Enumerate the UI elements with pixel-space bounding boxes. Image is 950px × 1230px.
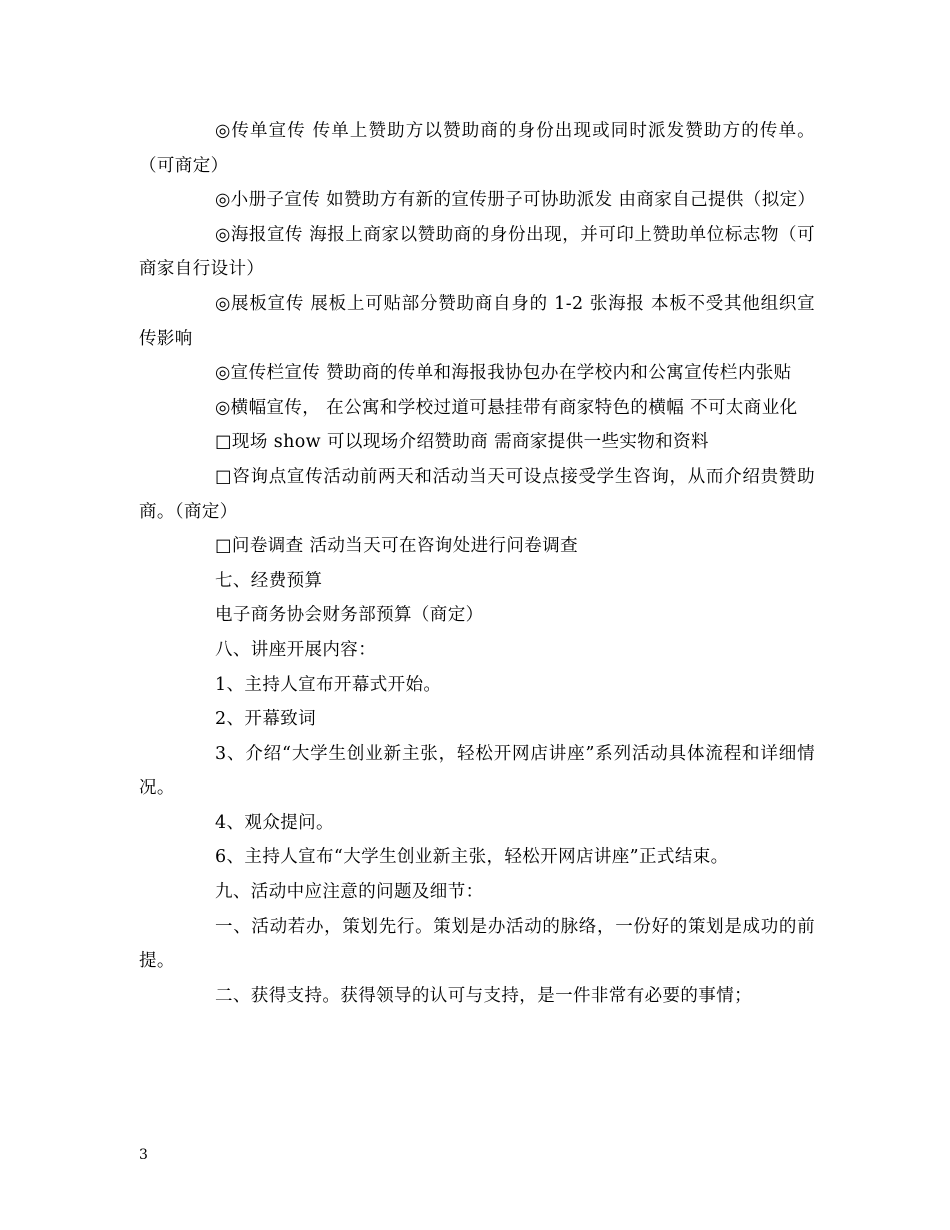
list-item-audience-questions: 4、观众提问。 — [215, 812, 334, 833]
paragraph-consultation-point: □咨询点宣传活动前两天和活动当天可设点接受学生咨询，从而介绍贵赞助商。（商定） — [139, 466, 815, 522]
paragraph-bulletin-board-promotion: ◎宣传栏宣传 赞助商的传单和海报我协包办在学校内和公寓宣传栏内张贴 — [215, 363, 792, 384]
list-item-closing-announcement: 6、主持人宣布“大学生创业新主张，轻松开网店讲座”正式结束。 — [215, 847, 729, 868]
list-item-opening-speech: 2、开幕致词 — [215, 709, 317, 730]
section-heading-notes: 九、活动中应注意的问题及细节： — [215, 882, 484, 903]
paragraph-display-board-promotion: ◎展板宣传 展板上可贴部分赞助商自身的 1-2 张海报 本板不受其他组织宣传影响 — [139, 293, 815, 349]
document-body — [139, 114, 815, 1013]
section-heading-lecture-content: 八、讲座开展内容： — [215, 639, 377, 660]
paragraph-planning-first: 一、活动若办，策划先行。策划是办活动的脉络，一份好的策划是成功的前提。 — [139, 916, 815, 972]
paragraph-flyer-promotion: ◎传单宣传 传单上赞助方以赞助商的身份出现或同时派发赞助方的传单。（可商定） — [139, 121, 815, 176]
section-heading-budget: 七、经费预算 — [215, 570, 323, 591]
paragraph-banner-promotion: ◎横幅宣传， 在公寓和学校过道可悬挂带有商家特色的横幅 不可太商业化 — [215, 397, 798, 418]
paragraph-budget-detail: 电子商务协会财务部预算（商定） — [215, 605, 484, 626]
page-number: 3 — [139, 1147, 148, 1163]
paragraph-get-support: 二、获得支持。获得领导的认可与支持，是一件非常有必要的事情； — [215, 985, 752, 1006]
paragraph-poster-promotion: ◎海报宣传 海报上商家以赞助商的身份出现，并可印上赞助单位标志物（可商家自行设计） — [139, 224, 815, 280]
list-item-introduction: 3、介绍“大学生创业新主张，轻松开网店讲座”系列活动具体流程和详细情况。 — [139, 743, 815, 799]
paragraph-questionnaire: □问卷调查 活动当天可在咨询处进行问卷调查 — [215, 536, 578, 557]
list-item-opening-announcement: 1、主持人宣布开幕式开始。 — [215, 674, 442, 695]
paragraph-live-show: □现场 show 可以现场介绍赞助商 需商家提供一些实物和资料 — [215, 432, 709, 453]
paragraph-booklet-promotion: ◎小册子宣传 如赞助方有新的宣传册子可协助派发 由商家自己提供（拟定） — [215, 190, 816, 211]
